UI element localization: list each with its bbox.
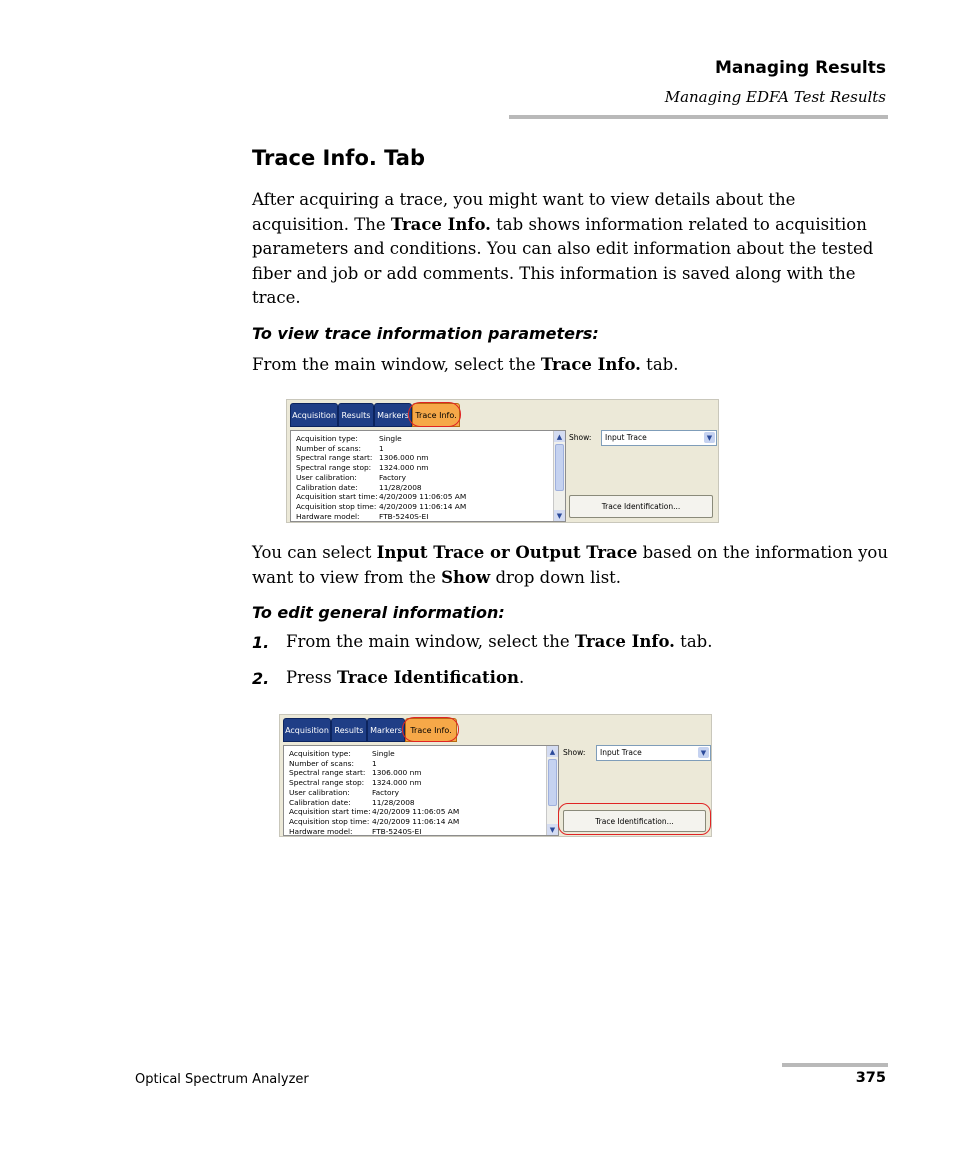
highlight-oval (402, 717, 459, 742)
tab-bar (280, 715, 711, 741)
page-heading: Trace Info. Tab (252, 146, 425, 170)
scroll-up-icon[interactable]: ▲ (547, 746, 558, 757)
tab-acquisition[interactable]: Acquisition (283, 718, 331, 742)
scroll-down-icon[interactable]: ▼ (554, 510, 565, 521)
chapter-title: Managing Results (714, 58, 886, 78)
tab-trace-info[interactable]: Trace Info. (412, 403, 460, 427)
tab-bar (287, 400, 718, 426)
procedure-title-view: To view trace information parameters: (252, 324, 599, 343)
procedure-view-text: From the main window, select the Trace Info. tab. (252, 355, 679, 374)
intro-paragraph: After acquiring a trace, you might want to view details about the acquisition. The Trace Info. tab shows information related to acquisition parameters and conditions. You can also edit information about the tested fiber and job or add comments. This information is saved along with the trace. (252, 190, 874, 307)
show-label: Show: (569, 433, 592, 442)
trace-info-list: Acquisition type: Single Number of scans: 1 Spectral range start: 1306.000 nm Spectral range stop: 1324.000 nm User calibration: Factory Calibration date: 11/28/2008 Acquisition start time: 4/20/2009 11:06:05 AM Acquisition stop time: 4/20/2009 11:06:14 AM Hardware model: FTB-5240S-EI ▲ ▼ (283, 745, 559, 836)
emphasis-trace-info: Trace Info. (390, 214, 491, 234)
page-number: 375 (855, 1070, 886, 1086)
scroll-thumb[interactable] (555, 444, 564, 491)
tab-markers[interactable]: Markers (367, 718, 405, 742)
info-scrollbar[interactable] (553, 431, 565, 521)
show-dropdown[interactable]: Input Trace ▼ (601, 430, 717, 446)
tab-results[interactable]: Results (338, 403, 374, 427)
scroll-up-icon[interactable]: ▲ (554, 431, 565, 442)
highlight-oval (408, 402, 461, 427)
show-dropdown[interactable]: Input Trace ▼ (596, 745, 711, 761)
trace-info-list: Acquisition type: Single Number of scans: 1 Spectral range start: 1306.000 nm Spectral range stop: 1324.000 nm User calibration: Factory Calibration date: 11/28/2008 Acquisition start time: 4/20/2009 11:06:05 AM Acquisition stop time: 4/20/2009 11:06:14 AM Hardware model: FTB-5240S-EI ▲ ▼ (290, 430, 566, 522)
tab-acquisition[interactable]: Acquisition (290, 403, 338, 427)
tab-trace-info[interactable]: Trace Info. (405, 718, 457, 742)
procedure-title-edit: To edit general information: (252, 603, 505, 622)
chevron-down-icon[interactable]: ▼ (698, 747, 709, 758)
tab-results[interactable]: Results (331, 718, 367, 742)
step-number-2: 2. (252, 669, 270, 688)
trace-info-screenshot-2 (279, 714, 712, 837)
tab-markers[interactable]: Markers (374, 403, 412, 427)
step-text-1: From the main window, select the Trace Info. tab. (286, 632, 713, 651)
footer-product-name: Optical Spectrum Analyzer (135, 1072, 309, 1087)
step-text-2: Press Trace Identification. (286, 668, 525, 687)
highlight-oval (558, 803, 711, 835)
show-paragraph: You can select Input Trace or Output Trace based on the information you want to view from the Show drop down list. (252, 543, 888, 587)
info-scrollbar[interactable] (546, 746, 558, 835)
trace-identification-button[interactable]: Trace Identification... (563, 810, 706, 832)
section-title: Managing EDFA Test Results (664, 88, 886, 106)
header-rule (509, 115, 888, 119)
scroll-down-icon[interactable]: ▼ (547, 824, 558, 835)
footer-rule (782, 1063, 888, 1067)
scroll-thumb[interactable] (548, 759, 557, 806)
trace-info-screenshot-1 (286, 399, 719, 523)
chevron-down-icon[interactable]: ▼ (704, 432, 715, 443)
trace-identification-button[interactable]: Trace Identification... (569, 495, 713, 518)
show-label: Show: (563, 748, 586, 757)
step-number-1: 1. (252, 633, 270, 652)
